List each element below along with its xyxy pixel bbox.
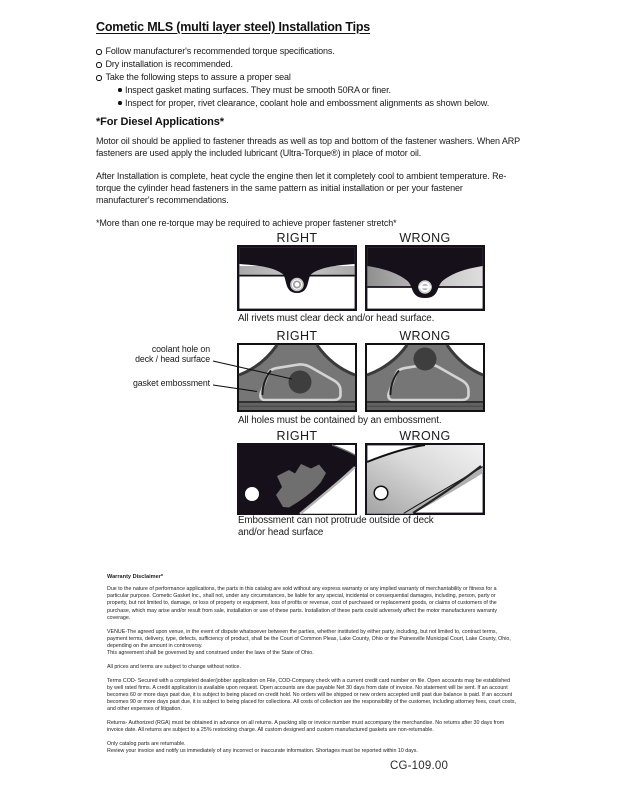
embossment-right-illustration: [237, 343, 357, 412]
rivet-right-diagram: [237, 245, 357, 311]
embossment-wrong-diagram: [365, 343, 485, 412]
warranty-paragraph: Review your invoice and notify us immediately of any incorrect or inaccurate information. Shortages must be reported within 10 days.: [107, 748, 418, 755]
sub-list-item: [118, 97, 566, 110]
protrusion-right-illustration: [237, 443, 357, 515]
protrusion-right-diagram: [237, 443, 357, 515]
warranty-paragraph: All prices and terms are subject to change without notice.: [107, 663, 241, 670]
paragraph: Motor oil should be applied to fastener threads as well as top and bottom of the fastener washers. When ARP fasteners are used apply the included lubricant (Ultra-Torque®) in place of motor oil.: [96, 136, 520, 158]
rivet-wrong-illustration: [365, 245, 485, 311]
bolt-hole: [245, 487, 259, 501]
right-label: RIGHT: [276, 231, 318, 245]
coolant-hole-callout: [108, 345, 210, 365]
callout-text: deck / head surface: [135, 353, 210, 364]
row3-caption: Embossment can not protrude outside of deck and/or head surface: [238, 515, 434, 538]
list-item-text: Inspect for proper, rivet clearance, coolant hole and embossment alignments as shown below.: [125, 98, 490, 108]
warranty-heading: Warranty Disclaimer*: [107, 574, 164, 580]
bolt-hole: [374, 486, 388, 500]
wrong-label: WRONG: [399, 429, 451, 443]
right-label: RIGHT: [276, 429, 318, 443]
right-label: RIGHT: [276, 329, 318, 343]
rivet-right-illustration: [237, 245, 357, 311]
open-bullet-icon: [96, 62, 102, 68]
open-bullet-icon: [96, 75, 102, 81]
section-heading: *For Diesel Applications*: [96, 116, 224, 128]
warranty-paragraph: Terms COD- Secured with a completed dealer/jobber application on File, COD-Company check with a current credit card number on file. Open accounts may be established by well rated firms. A credit application is available upon request. Open accounts are due payable Net 30 days from date of invoice. No statement will be sent. If an account becomes 60 or more days past due, it is subject to being placed on credit hold. No orders will be shipped or new orders accepted until past due balance is paid. If an account becomes 90 or more days past due, it is subject to being placed for collections. All costs of collection are the responsibility of the customer, including attorney fees, court costs, and other expenses of litigation.: [107, 677, 516, 713]
row2-caption: All holes must be contained by an embossment.: [238, 415, 442, 426]
warranty-paragraph: Due to the nature of performance applications, the parts in this catalog are sold without any express warranty or any implied warranty of merchantability or fitness for a particular purpose. Cometic Gasket Inc., shall not, under any circumstances, be liable for any special, incidental or consequential damages, including, person, party or property, but not limited to, damage, or loss of property or equipment, loss of profits or revenue, cost of purchased or replacement goods, or claims of customers of the purchase, which may arise and/or result from sale, installation or use of these parts. Installation of these parts could adversely affect the motor manufacturers warranty coverage.: [107, 586, 498, 621]
warranty-disclaimer-section: [107, 574, 517, 762]
row1-caption: All rivets must clear deck and/or head surface.: [238, 313, 435, 324]
list-item: [96, 45, 566, 58]
rivet: [418, 280, 432, 294]
warranty-paragraph: This agreement shall be governed by and construed under the laws of the State of Ohio.: [107, 650, 314, 657]
sub-list-item: [118, 84, 566, 97]
coolant-hole: [414, 348, 437, 371]
coolant-hole: [289, 371, 312, 394]
gasket-embossment-callout: [108, 379, 210, 389]
warranty-paragraph: Only catalog parts are returnable.: [107, 740, 186, 747]
list-item-text: Inspect gasket mating surfaces. They must be smooth 50RA or finer.: [125, 85, 391, 95]
filled-bullet-icon: [118, 101, 122, 105]
diesel-applications-section: [96, 116, 520, 240]
list-item-text: Follow manufacturer's recommended torque specifications.: [105, 46, 335, 56]
page-number: CG-109.00: [390, 760, 449, 772]
list-item: [96, 58, 566, 71]
paragraph: After Installation is complete, heat cycle the engine then let it completely cool to ambient temperature. Re-torque the cylinder head fasteners in the same pattern as initial installation or per your fastener manufacturer's recommendations.: [96, 171, 507, 205]
embossment-right-diagram: [237, 343, 357, 412]
list-item-text: Dry installation is recommended.: [105, 59, 233, 69]
protrusion-wrong-illustration: [365, 443, 485, 515]
installation-tips-list: [96, 45, 566, 110]
page-title: Cometic MLS (multi layer steel) Installation Tips: [96, 20, 371, 34]
diagram-section: [0, 228, 618, 543]
warranty-paragraph: Returns- Authorized (RGA) must be obtained in advance on all returns. A packing slip or invoice number must accompany the merchandise. No returns after 30 days from invoice date. All returns are subject to a 25% restocking charge. All custom designed and custom manufactured gaskets are non-returnable.: [107, 720, 505, 734]
note-text: *More than one re-torque may be required to achieve proper fastener stretch*: [96, 218, 397, 228]
rivet-wrong-diagram: [365, 245, 485, 311]
callout-text: coolant hole on: [151, 344, 210, 354]
list-item: [96, 71, 566, 84]
open-bullet-icon: [96, 49, 102, 55]
callout-text: gasket embossment: [132, 378, 210, 388]
protrusion-wrong-diagram: [365, 443, 485, 515]
warranty-paragraph: VENUE-The agreed upon venue, in the event of dispute whatsoever between the parties, whether instituted by either party, including, but not limited to, contract terms, payment terms, delivery, type, defects, sufficiency of product, shall be the Court of Common Pleas, Lake County, Ohio or the Painesville Municipal Court, Lake County, Ohio, depending on the amount in controversy.: [107, 628, 511, 649]
rivet: [290, 278, 304, 292]
filled-bullet-icon: [118, 88, 122, 92]
wrong-label: WRONG: [399, 231, 451, 245]
list-item-text: Take the following steps to assure a proper seal: [105, 72, 291, 82]
wrong-label: WRONG: [399, 329, 451, 343]
embossment-wrong-illustration: [365, 343, 485, 412]
